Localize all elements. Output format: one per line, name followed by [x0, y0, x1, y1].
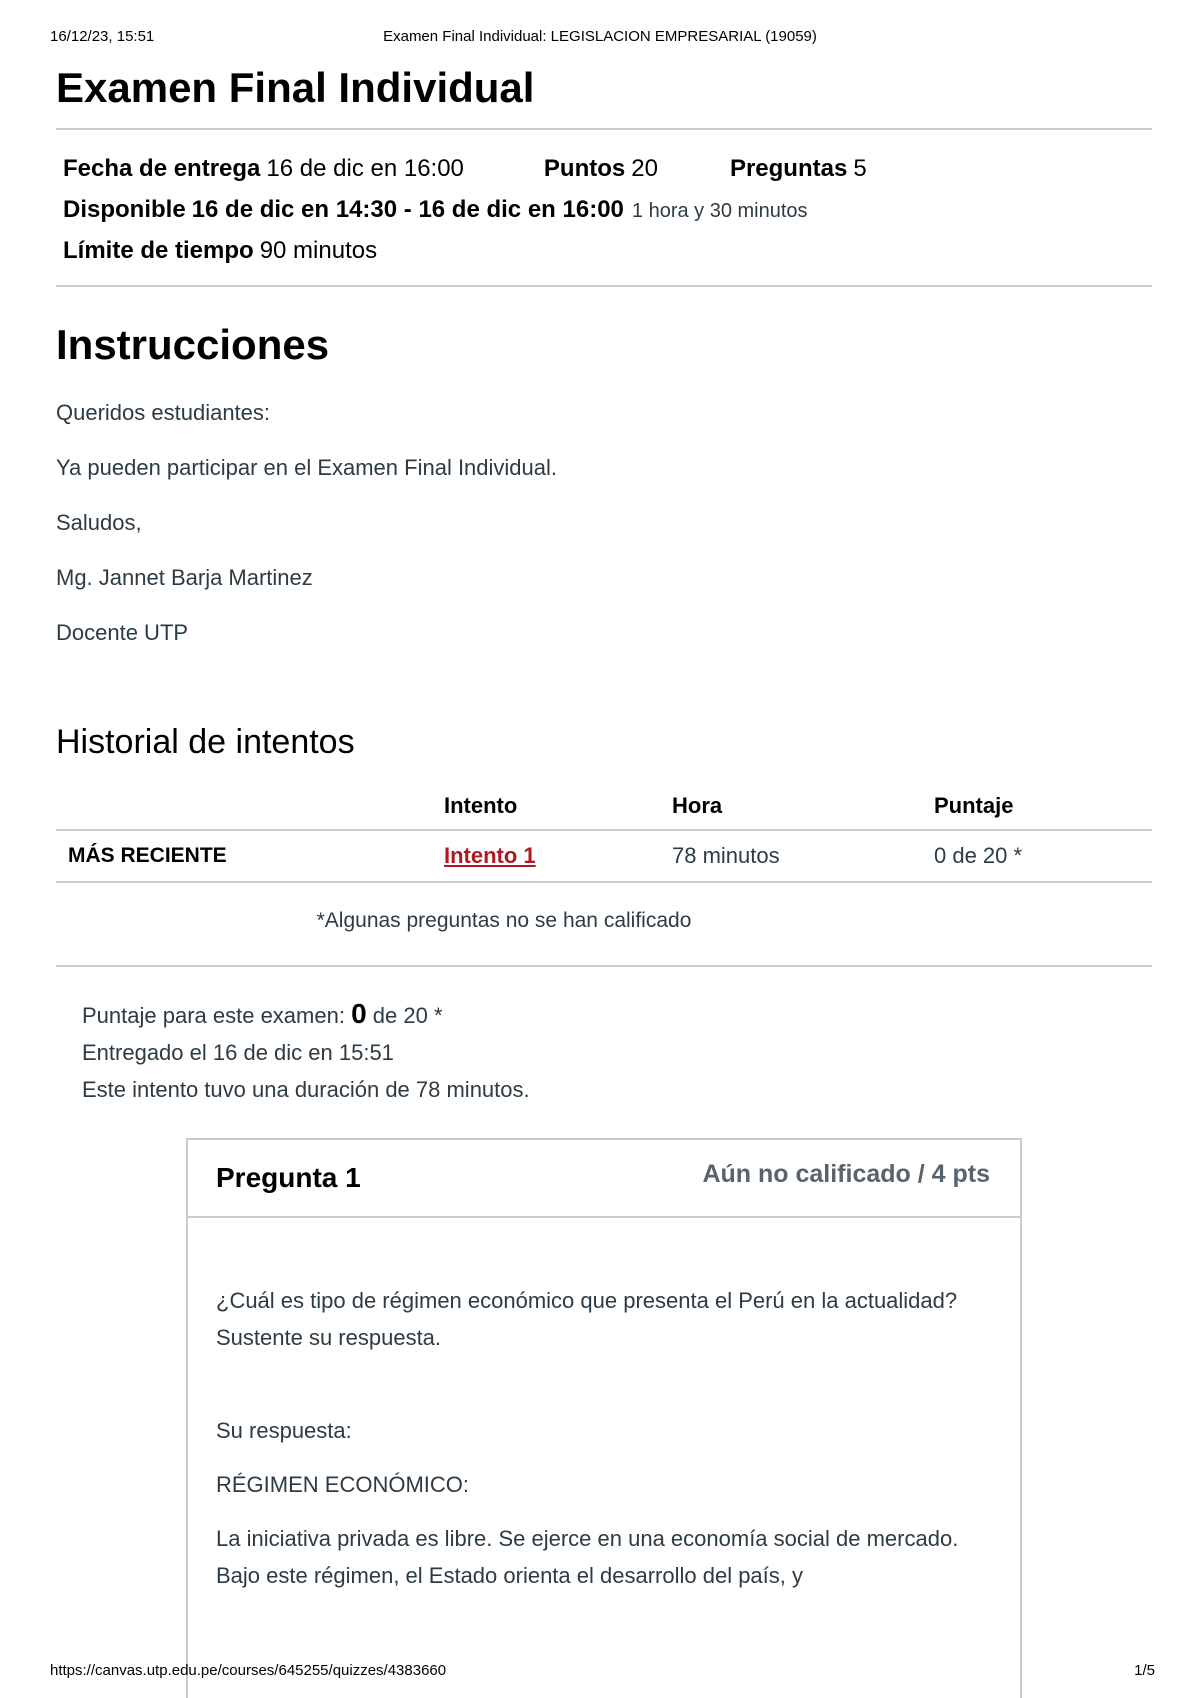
instructions-paragraph: Mg. Jannet Barja Martinez: [56, 565, 313, 590]
question-text: ¿Cuál es tipo de régimen económico que presenta el Perú en la actualidad? Sustente su respuesta.: [216, 1288, 958, 1350]
attempt-history-table: [56, 789, 1152, 883]
due-label: Fecha de entrega: [63, 155, 261, 182]
answer-line: RÉGIMEN ECONÓMICO:: [216, 1472, 470, 1497]
instructions-paragraph: Ya pueden participar en el Examen Final Individual.: [56, 455, 558, 480]
print-date: 16/12/23, 15:51: [50, 28, 155, 45]
available-value: 16 de dic en 14:30 - 16 de dic en 16:00: [191, 196, 624, 223]
question-status: Aún no calificado / 4 pts: [702, 1160, 990, 1188]
attempt-cell: [432, 830, 660, 882]
questions-label: Preguntas: [729, 155, 848, 182]
available-label: Disponible: [63, 196, 186, 223]
questions-value: 5: [853, 155, 867, 182]
print-url: https://canvas.utp.edu.pe/courses/645255/quizzes/4383660: [50, 1662, 447, 1679]
print-page-number: 1/5: [1134, 1662, 1155, 1679]
table-row: [56, 830, 1152, 882]
ungraded-note: *Algunas preguntas no se han calificado: [316, 909, 692, 932]
due-value: 16 de dic en 16:00: [266, 155, 464, 182]
details-row-2: [63, 189, 1145, 230]
column-header-attempt: Intento: [444, 793, 518, 818]
time-limit-value: 90 minutos: [259, 237, 378, 264]
attempt-score: 0 de 20 *: [934, 843, 1023, 868]
divider: [56, 285, 1152, 287]
attempt-1-link[interactable]: Intento 1: [444, 843, 536, 868]
quiz-details: [56, 130, 1152, 285]
question-header: [188, 1140, 1020, 1218]
details-row-3: [63, 230, 1145, 271]
table-header-row: [56, 789, 1152, 830]
score-suffix: de 20 *: [372, 1003, 443, 1028]
score-line: [82, 995, 1152, 1034]
score-prefix: Puntaje para este examen:: [82, 1003, 345, 1028]
answer-line: La iniciativa privada es libre. Se ejerce en una economía social de mercado. Bajo este régimen, el Estado orienta el desarrollo del país, y: [216, 1526, 959, 1588]
duration-line: Este intento tuvo una duración de 78 minutos.: [82, 1077, 530, 1102]
attempt-time: 78 minutos: [672, 843, 780, 868]
details-row-1: [63, 148, 1145, 189]
submitted-line: Entregado el 16 de dic en 15:51: [82, 1040, 394, 1065]
question-body: [188, 1218, 1020, 1594]
instructions-paragraph: Docente UTP: [56, 620, 189, 645]
print-page-title: Examen Final Individual: LEGISLACION EMPRESARIAL (19059): [383, 28, 817, 45]
points-value: 20: [631, 155, 658, 182]
points-label: Puntos: [543, 155, 626, 182]
instructions-body: [56, 399, 1152, 647]
question-card: [186, 1138, 1022, 1698]
instructions-heading: Instrucciones: [56, 321, 330, 368]
latest-label: MÁS RECIENTE: [68, 844, 227, 867]
quiz-title: Examen Final Individual: [56, 64, 535, 111]
instructions-paragraph: Queridos estudiantes:: [56, 400, 271, 425]
question-title: Pregunta 1: [216, 1162, 361, 1193]
score-value: 0: [351, 998, 367, 1029]
answer-label: Su respuesta:: [216, 1418, 352, 1443]
available-duration: 1 hora y 30 minutos: [631, 200, 808, 222]
quiz-content: [56, 62, 1152, 1108]
column-header: [56, 789, 432, 830]
attempt-history-heading: Historial de intentos: [56, 723, 355, 761]
time-limit-label: Límite de tiempo: [63, 237, 254, 264]
column-header-score: Puntaje: [934, 793, 1014, 818]
column-header-time: Hora: [672, 793, 723, 818]
instructions-paragraph: Saludos,: [56, 510, 142, 535]
score-summary: [56, 967, 1152, 1108]
